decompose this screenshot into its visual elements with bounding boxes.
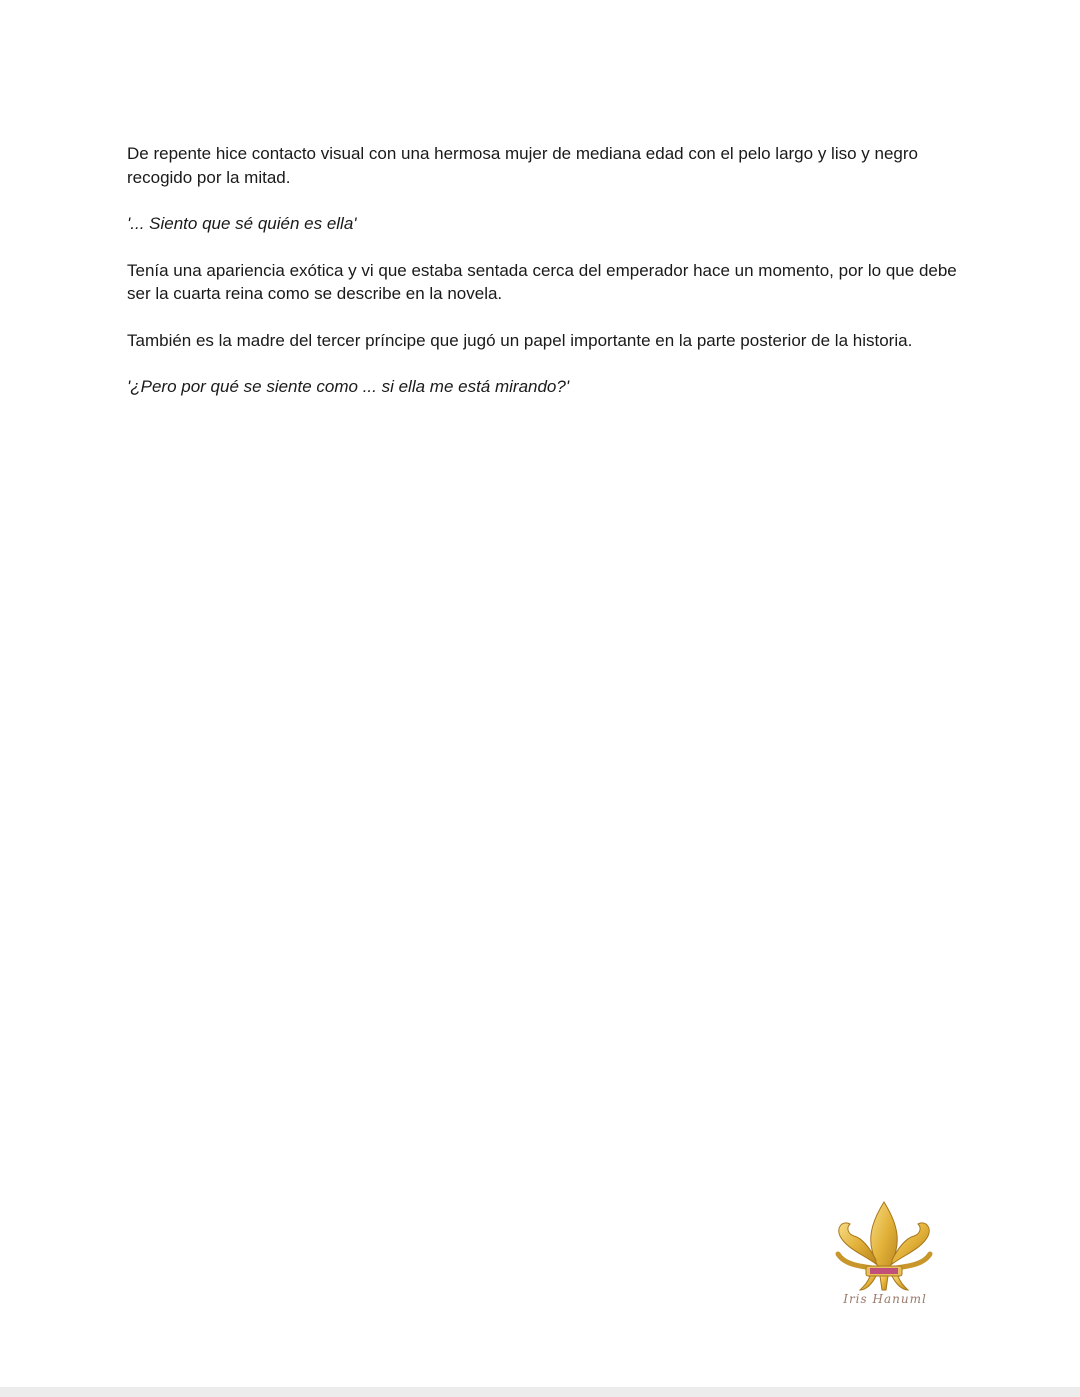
paragraph-3: Tenía una apariencia exótica y vi que estaba sentada cerca del emperador hace un momento, por lo que debe ser la cuarta reina como se describe en la novela. [127,260,957,303]
document-body [127,142,957,422]
paragraph-5-thought: '¿Pero por qué se siente como ... si ella me está mirando?' [127,377,570,396]
paragraph-4: También es la madre del tercer príncipe que jugó un papel importante en la parte posterior de la historia. [127,330,913,350]
logo-signature: Iris Hanuml [843,1292,927,1306]
paragraph-2-thought: '... Siento que sé quién es ella' [127,214,357,233]
page-bottom-edge [0,1387,1080,1397]
paragraph-1: De repente hice contacto visual con una hermosa mujer de mediana edad con el pelo largo y liso y negro recogido por la mitad. [127,144,918,187]
